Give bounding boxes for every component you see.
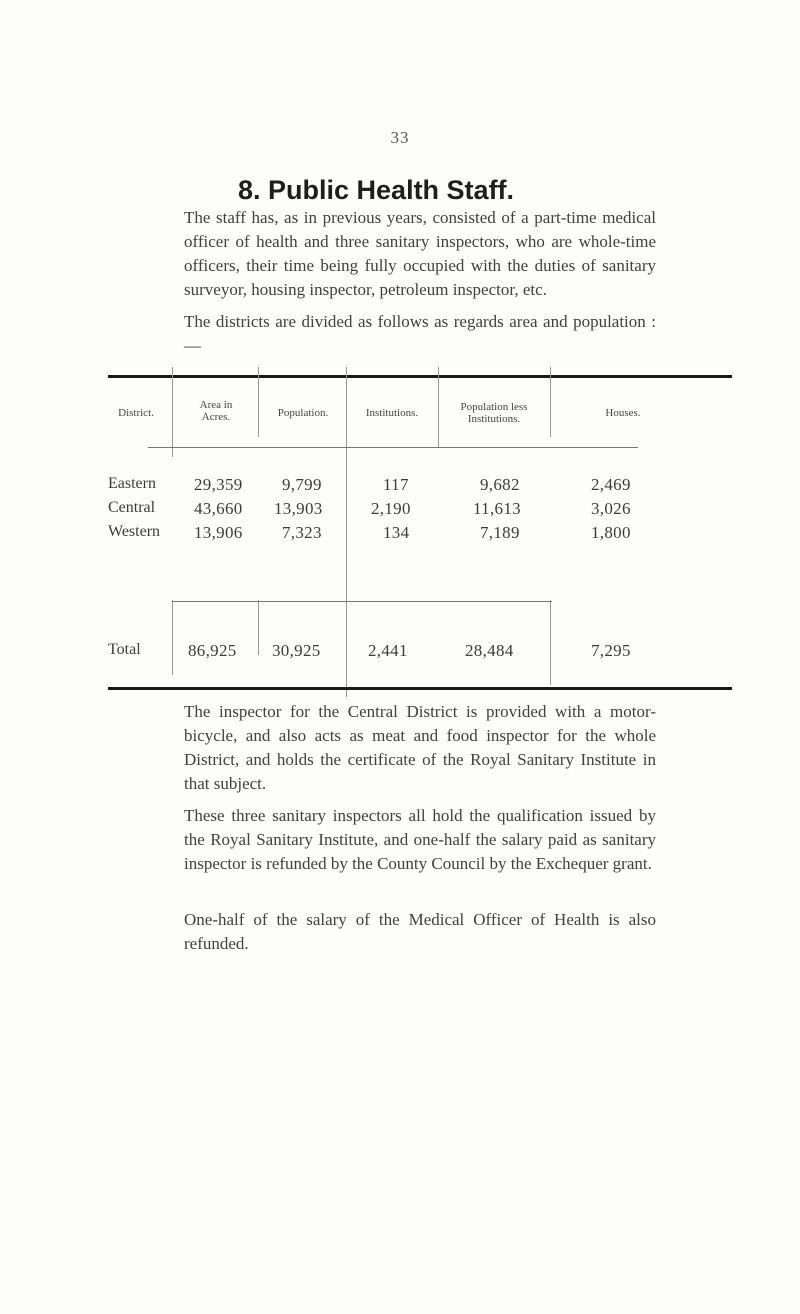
header-area-line2: Acres. xyxy=(201,411,231,423)
total-population: 30,925 xyxy=(272,641,321,660)
cell-district: Eastern xyxy=(108,475,156,492)
header-houses: Houses. xyxy=(605,407,641,419)
paragraph-districts-intro: The districts are divided as follows as regards area and population :— xyxy=(184,312,656,355)
cell-institutions: 117 xyxy=(383,475,409,494)
cell-population: 9,799 xyxy=(282,475,322,494)
paragraph-qualification: These three sanitary inspectors all hold the qualification issued by the Royal Sanitary Institute, and one-half the salary paid as sanitary inspector is refunded by the County Council by the Exchequer grant. xyxy=(184,806,656,873)
cell-population: 13,903 xyxy=(274,499,323,518)
table-top-rule xyxy=(108,375,732,378)
paragraph-central-inspector: The inspector for the Central District is provided with a motor-bicycle, and also acts as meat and food inspector for the whole District, and holds the certificate of the Royal Sanitary Institute in that subject. xyxy=(184,702,656,793)
cell-area: 13,906 xyxy=(194,523,243,542)
cell-pop-less: 9,682 xyxy=(480,475,520,494)
total-pop-less: 28,484 xyxy=(465,641,514,660)
cell-pop-less: 11,613 xyxy=(473,499,521,518)
total-institutions: 2,441 xyxy=(368,641,408,660)
header-area-line1: Area in xyxy=(199,399,233,411)
header-population: Population. xyxy=(277,407,329,419)
cell-area: 43,660 xyxy=(194,499,243,518)
cell-population: 7,323 xyxy=(282,523,322,542)
cell-houses: 3,026 xyxy=(591,499,631,518)
page-number: 33 xyxy=(390,128,410,147)
table-bottom-rule xyxy=(108,687,732,690)
total-area: 86,925 xyxy=(188,641,237,660)
header-institutions: Institutions. xyxy=(365,407,419,419)
section-title: 8. Public Health Staff. xyxy=(238,175,515,205)
total-label: Total xyxy=(108,641,141,658)
cell-houses: 2,469 xyxy=(591,475,631,494)
paragraph-staff: The staff has, as in previous years, consisted of a part-time medical officer of health and three sanitary inspectors, who are whole-time officers, their time being fully occupied with the duties of sanitary surveyor, housing inspector, petroleum inspector, etc. xyxy=(184,208,656,299)
total-houses: 7,295 xyxy=(591,641,631,660)
header-district: District. xyxy=(118,407,154,419)
header-pop-less-line2: Institutions. xyxy=(467,413,521,425)
paragraph-moh-salary: One-half of the salary of the Medical Officer of Health is also refunded. xyxy=(184,910,656,953)
cell-district: Western xyxy=(108,523,161,540)
cell-houses: 1,800 xyxy=(591,523,631,542)
districts-table xyxy=(108,375,732,693)
cell-area: 29,359 xyxy=(194,475,243,494)
header-pop-less-line1: Population less xyxy=(460,401,528,413)
cell-institutions: 134 xyxy=(383,523,410,542)
cell-district: Central xyxy=(108,499,156,516)
cell-pop-less: 7,189 xyxy=(480,523,520,542)
cell-institutions: 2,190 xyxy=(371,499,411,518)
